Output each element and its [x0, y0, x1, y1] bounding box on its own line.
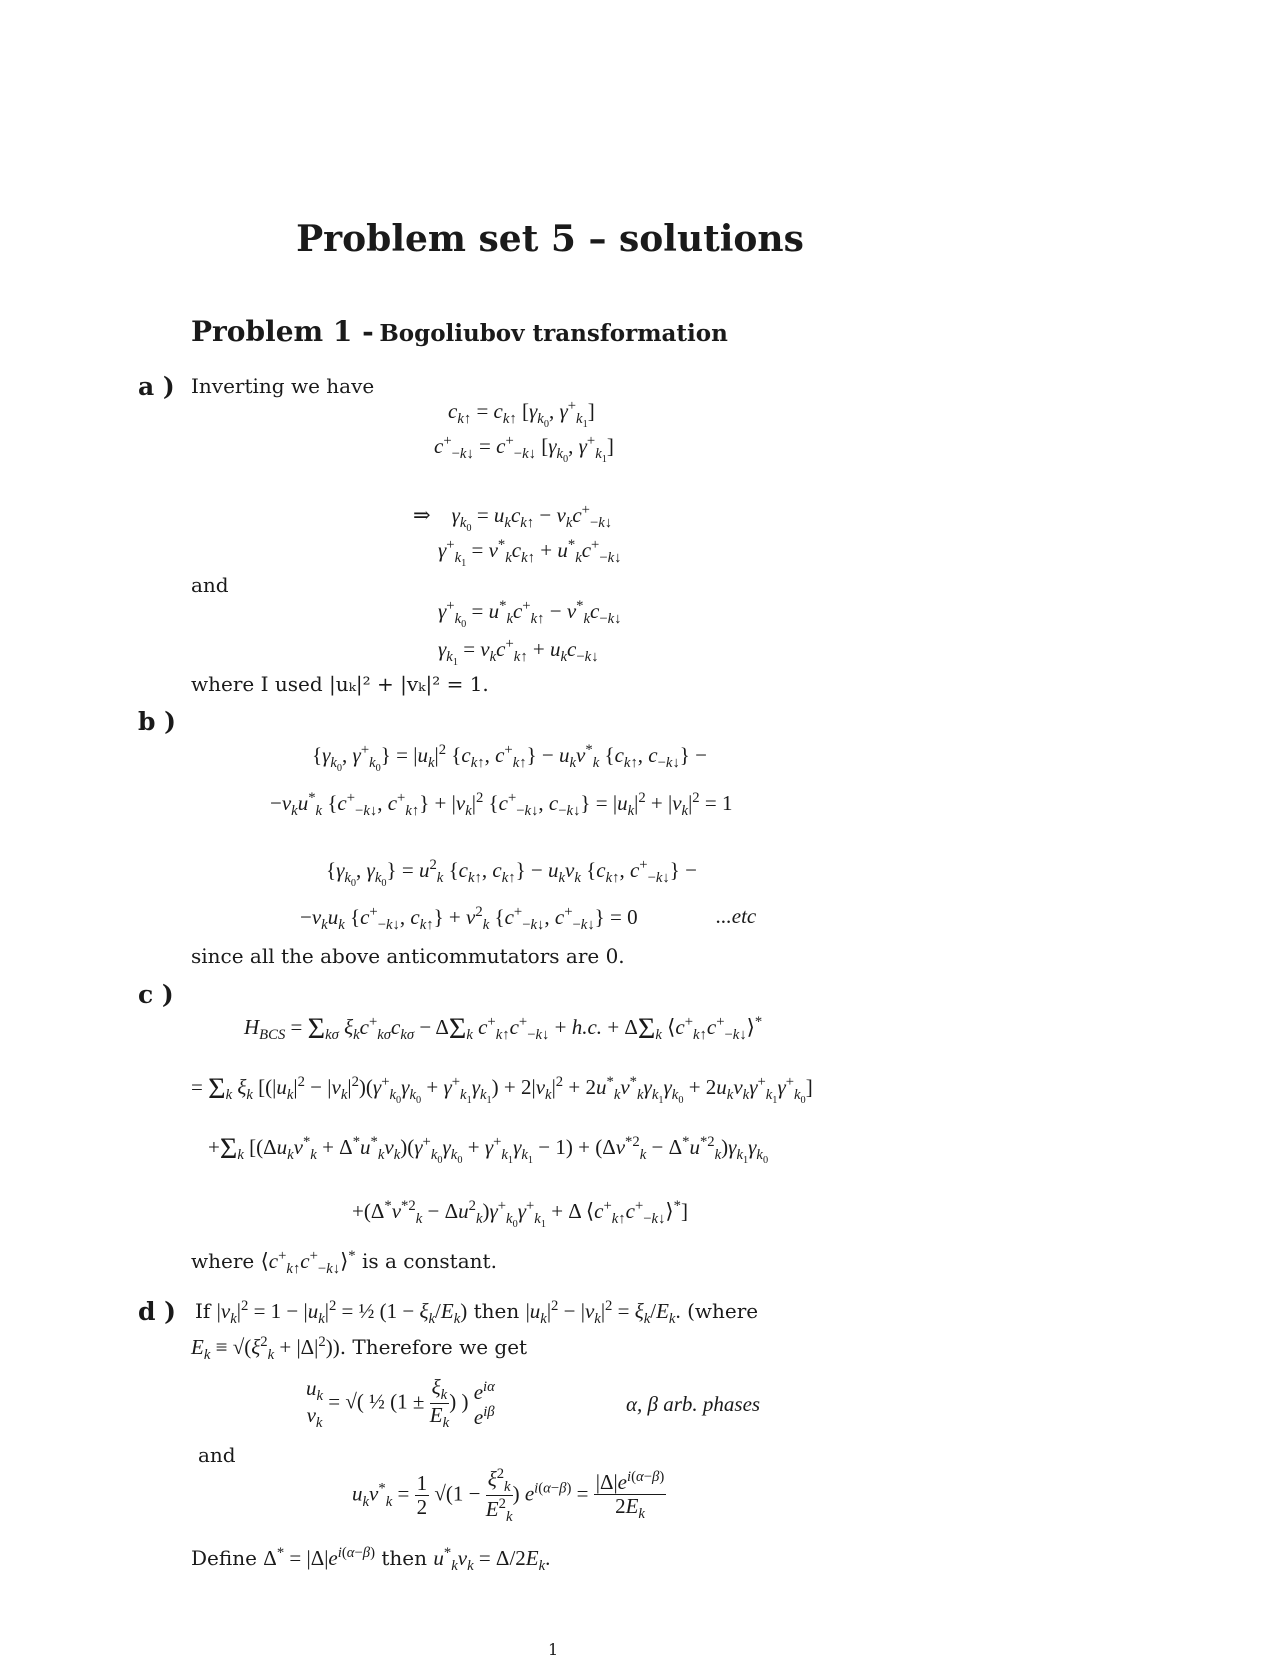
- equation-c3: $+\Sigma_k$ [$(\Delta u_kv^*_k + \Delta^*u^*_kv_k)(\gamma^+_{k_0}\gamma_{k_0} + \gamma^+_{k_1}\gamma_{k_1} - 1) + (\Delta v^{*2}_k - \Delta^*u^{*2}_k)\gamma_{k_1}\gamma_{k_0}$: [208, 1132, 769, 1167]
- part-c-note-post: is a constant.: [362, 1249, 497, 1273]
- part-d-define-word: Define: [191, 1546, 257, 1570]
- equation-b-etc: ...etc: [716, 904, 757, 928]
- phase-note: α, β arb. phases: [626, 1392, 761, 1416]
- part-a-intro: Inverting we have: [191, 374, 375, 398]
- equation-a5: $\gamma^+_{k_0} = u^*_kc^+_{k↑} - v^*_kc_{-k↓}$: [438, 598, 622, 631]
- equation-a3: ⇒ $\gamma_{k_0} = u_kc_{k↑} - v_kc^+_{-k↓}$: [413, 502, 613, 535]
- part-d-label: d ): [138, 1297, 177, 1326]
- part-d-if: If: [195, 1299, 211, 1323]
- part-d-where: (where: [687, 1299, 759, 1323]
- page-title: Problem set 5 – solutions: [296, 218, 804, 260]
- equation-b4: $-v_ku_k$ {$c^+_{-k↓}$, $c_{k↑}\} + v^2_k$ {$c^+_{-k↓}$, $c^+_{-k↓}\} = 0$: [300, 904, 638, 934]
- problem-number: Problem 1 -: [191, 315, 374, 348]
- equation-b3: {$\gamma_{k_0}$, $\gamma_{k_0}\} = u^2_k$ {$c_{k↑}$, $c_{k↑}\} - u_kv_k$ {$c_{k↑}$, $c^+_{-k↓}$} −: [326, 857, 697, 890]
- part-c-note: [191, 1248, 497, 1278]
- part-a-label: a ): [138, 372, 175, 401]
- equation-a6: $\gamma_{k_1} = v_kc^+_{k↑} + u_kc_{-k↓}$: [438, 636, 599, 669]
- part-b-note: since all the above anticommutators are 0.: [191, 944, 625, 968]
- equation-d2: $u_kv^*_k$ = $\frac{1}{2}$ √(1 − $\frac{\xi^2_k}{E^2_k}$ ) $e^{i(\alpha-\beta)}$ = $\frac{|\Delta|e^{i(\alpha-\beta)}}{2E_k}$: [352, 1466, 665, 1526]
- part-c-label: c ): [138, 980, 174, 1009]
- page-number: 1: [548, 1640, 559, 1659]
- equation-c4: $+(\Delta^*v^{*2}_k - \Delta u^2_k)\gamma^+_{k_0}\gamma^+_{k_1} + \Delta$ $⟨c^+_{k↑}c^+_{-k↓}⟩^*$]: [352, 1198, 688, 1231]
- part-d-line2: $E_k \equiv √(\xi^2_k + |\Delta|^2)$). Therefore we get: [191, 1334, 528, 1364]
- equation-a4: $\gamma^+_{k_1} = v^*_kc_{k↑} + u^*_kc^+_{-k↓}$: [438, 537, 622, 570]
- part-d-define: Define $\Delta^* = |\Delta|e^{i(\alpha-\beta)}$ then $u^*_kv_k = \Delta/2E_k$.: [191, 1545, 551, 1575]
- equation-c2: = $\Sigma_k$ $\xi_k$ $[(|u_k|^2 - |v_k|^2)(\gamma^+_{k_0}\gamma_{k_0} + \gamma^+_{k_1}\gamma_{k_1}) + 2|v_k|^2 + 2u^*_kv^*_k\gamma_{k_1}\gamma_{k_0} + 2u_kv_k\gamma^+_{k_1}\gamma^+_{k_0}]$: [191, 1072, 813, 1107]
- problem-heading: [191, 315, 728, 348]
- equation-a1: $c_{k↑} = c_{k↑}$ [$\gamma_{k_0}$, $\gamma^+_{k_1}$]: [448, 398, 595, 431]
- part-d-then2: then: [381, 1546, 427, 1570]
- part-c-expectation: $⟨c^+_{k↑}c^+_{-k↓}⟩^*$: [260, 1248, 356, 1278]
- part-b-label: b ): [138, 707, 177, 736]
- problem-name: Bogoliubov transformation: [379, 320, 728, 347]
- part-d-and: and: [198, 1443, 236, 1467]
- part-a-note: where I used |uₖ|² + |vₖ|² = 1.: [191, 672, 489, 696]
- part-d-line1: If $|v_k|^2 = 1 - |u_k|^2$ = ½ $(1 - \xi_k/E_k)$ then $|u_k|^2 - |v_k|^2 = \xi_k/E_k$. (where: [195, 1298, 759, 1328]
- equation-c1: $H_{BCS} = \Sigma_{k\sigma}$ $\xi_kc^+_{k\sigma}c_{k\sigma} - \Delta\Sigma_k$ $c^+_{k↑}c^+_{-k↓} + h.c$. + $\Delta\Sigma_k$ $⟨c^+_{k↑}c^+_{-k↓}⟩^*$: [244, 1012, 763, 1045]
- equation-b1: {$\gamma_{k_0}$, $\gamma^+_{k_0}\} = |u_k|^2$ {$c_{k↑}$, $c^+_{k↑}\} - u_kv^*_k$ {$c_{k↑}$, $c_{-k↓}$} −: [312, 742, 707, 775]
- equation-b2: $-v_ku^*_k$ {$c^+_{-k↓}$, $c^+_{k↑}\} + |v_k|^2$ {$c^+_{-k↓}$, $c_{-k↓}\} = |u_k|^2 + |v_k|^2 = 1$: [270, 790, 733, 820]
- equation-d1: $u_k$ $v_k$ = √( ½ (1 ± $\frac{\xi_k}{E_k}$ ) ) $e^{i\alpha}$ $e^{i\beta}$: [306, 1375, 495, 1432]
- part-d-then: then: [473, 1299, 520, 1323]
- part-c-note-pre: where: [191, 1249, 255, 1273]
- part-d-therefore: . Therefore we get: [339, 1335, 528, 1359]
- part-a-and: and: [191, 573, 229, 597]
- equation-a2: $c^+_{-k↓} = c^+_{-k↓}$ [$\gamma_{k_0}$, $\gamma^+_{k_1}$]: [434, 433, 614, 466]
